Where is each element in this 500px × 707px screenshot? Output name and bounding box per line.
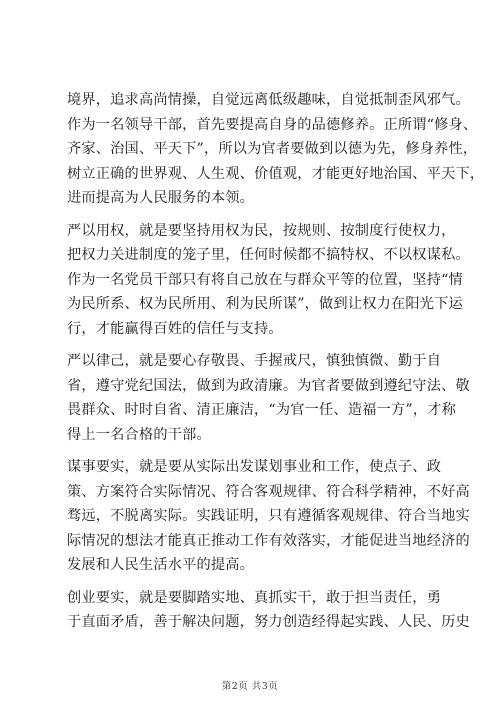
paragraph bbox=[67, 219, 470, 342]
text-line: 谋事要实，就是要从实际出发谋划事业和工作，使点子、政 bbox=[67, 459, 442, 475]
text-line: 省，遵守党纪国法，做到为政清廉。为官者要做到遵纪守法、敬 bbox=[67, 377, 470, 394]
paragraph bbox=[67, 586, 470, 635]
text-line: 作为一名领导干部，首先要提高自身的品德修养。正所谓“修身、 bbox=[67, 116, 478, 133]
paragraph bbox=[67, 349, 470, 447]
paragraph bbox=[67, 455, 470, 578]
text-line: 行，才能赢得百姓的信任与支持。 bbox=[67, 320, 283, 337]
text-line: 树立正确的世界观、人生观、价值观，才能更好地治国、平天下， bbox=[67, 165, 485, 182]
text-line: 作为一名党员干部只有将自己放在与群众平等的位置，坚持“情 bbox=[67, 271, 463, 288]
text-line: 严以律己，就是要心存敬畏、手握戒尺，慎独慎微、勤于自 bbox=[67, 353, 442, 369]
document-body bbox=[67, 88, 485, 635]
text-line: 创业要实，就是要脚踏实地、真抓实干，敢于担当责任，勇 bbox=[67, 589, 442, 606]
text-line: 策、方案符合实际情况、符合客观规律、符合科学精神，不好高 bbox=[67, 483, 470, 500]
text-line: 发展和人民生活水平的提高。 bbox=[67, 557, 255, 573]
text-line: 境界，追求高尚情操，自觉远离低级趣味，自觉抵制歪风邪气。 bbox=[67, 92, 470, 108]
text-line: 于直面矛盾，善于解决问题，努力创造经得起实践、人民、历史 bbox=[67, 614, 470, 630]
text-line: 得上一名合格的干部。 bbox=[67, 426, 211, 443]
text-line: 严以用权，就是要坚持用权为民，按规则、按制度行使权力， bbox=[67, 222, 456, 239]
text-line: 进而提高为人民服务的本领。 bbox=[67, 190, 255, 206]
text-line: 畏群众、时时自省、清正廉洁，“为官一任、造福一方”，才称 bbox=[67, 402, 456, 418]
text-line: 骛远，不脱离实际。实践证明，只有遵循客观规律、符合当地实 bbox=[67, 508, 470, 524]
text-line: 际情况的想法才能真正推动工作有效落实，才能促进当地经济的 bbox=[67, 532, 470, 549]
paragraph bbox=[67, 88, 485, 211]
text-line: 齐家、治国、平天下”，所以为官者要做到以德为先，修身养性， bbox=[67, 141, 478, 157]
page-footer: 第2页 共3页 bbox=[221, 681, 279, 692]
text-line: 为民所系、权为民所用、利为民所谋”，做到让权力在阳光下运 bbox=[67, 296, 463, 312]
text-line: 把权力关进制度的笼子里，任何时候都不搞特权、不以权谋私。 bbox=[67, 247, 470, 263]
